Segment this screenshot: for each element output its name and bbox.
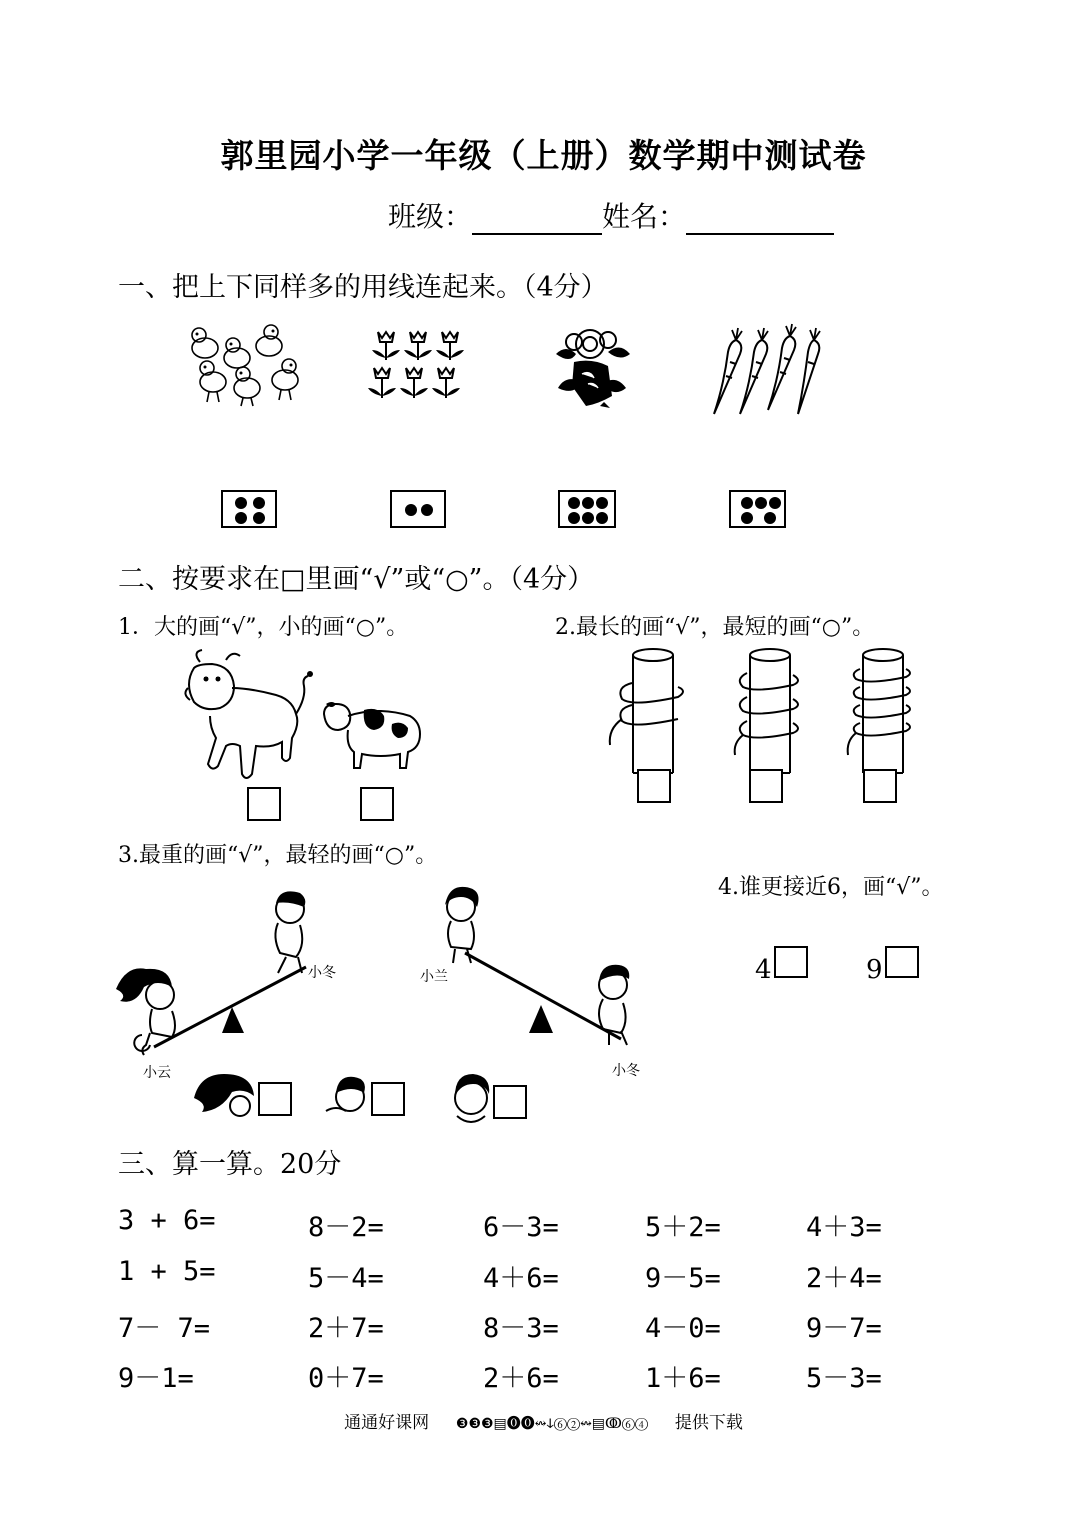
equation-r4-c1[interactable]: 9－1= xyxy=(118,1363,194,1394)
equation-r1-c1[interactable]: 3 + 6= xyxy=(118,1205,216,1236)
dot xyxy=(769,497,781,509)
dot xyxy=(235,512,247,524)
section-1-heading: 一、把上下同样多的用线连起来。（4分） xyxy=(118,272,608,303)
question-2: 2.最长的画“√”，最短的画“○”。 xyxy=(555,615,875,640)
small-cow-answer-box[interactable] xyxy=(360,787,394,821)
name-left-low: 小云 xyxy=(143,1065,171,1081)
cylinder-1-answer-box[interactable] xyxy=(637,769,671,803)
equation-r1-c3[interactable]: 6－3= xyxy=(483,1212,559,1243)
dot xyxy=(764,512,776,524)
name-right-low: 小冬 xyxy=(612,1063,640,1079)
footer-download: 提供下载 xyxy=(674,1413,743,1433)
name-blank[interactable] xyxy=(686,203,834,235)
xiaodong-answer-box[interactable] xyxy=(371,1082,405,1116)
equation-r2-c1[interactable]: 1 + 5= xyxy=(118,1256,216,1287)
option-9-label: 9 xyxy=(866,955,883,985)
equation-r3-c1[interactable]: 7－ 7= xyxy=(118,1313,211,1344)
dot-card-2[interactable] xyxy=(390,490,446,528)
class-field xyxy=(388,195,834,235)
class-label: 班级： xyxy=(388,200,473,233)
equation-r4-c3[interactable]: 2＋6= xyxy=(483,1363,559,1394)
section-2-heading: 二、按要求在□里画“√”或“○”。（4分） xyxy=(118,564,595,595)
name-left-high: 小冬 xyxy=(308,965,336,981)
equation-r1-c4[interactable]: 5＋2= xyxy=(645,1212,721,1243)
dot xyxy=(253,497,265,509)
equation-r3-c3[interactable]: 8－3= xyxy=(483,1313,559,1344)
dot xyxy=(596,497,608,509)
name-label: 姓名： xyxy=(602,200,687,233)
footer-url: ❸❸❸▤⓿⓿↭ↆ⑥②↭▤ↂ⑥④ xyxy=(455,1416,649,1432)
girl-xiaolan-face xyxy=(447,1072,497,1130)
equation-r2-c3[interactable]: 4＋6= xyxy=(483,1263,559,1294)
equation-r2-c5[interactable]: 2＋4= xyxy=(806,1263,882,1294)
class-blank[interactable] xyxy=(472,203,602,235)
option-9-answer-box[interactable] xyxy=(885,946,919,978)
dot xyxy=(235,497,247,509)
dot xyxy=(741,512,753,524)
small-cow-picture xyxy=(320,700,425,770)
equation-r4-c4[interactable]: 1＋6= xyxy=(645,1363,721,1394)
equation-r3-c2[interactable]: 2＋7= xyxy=(308,1313,384,1344)
big-cow-answer-box[interactable] xyxy=(247,787,281,821)
equation-r1-c5[interactable]: 4＋3= xyxy=(806,1212,882,1243)
name-right-high: 小兰 xyxy=(420,969,448,985)
xiaolan-answer-box[interactable] xyxy=(493,1085,527,1119)
page-title: 郭里园小学一年级（上册）数学期中测试卷 xyxy=(220,136,867,175)
equation-r3-c4[interactable]: 4－0= xyxy=(645,1313,721,1344)
question-3: 3.最重的画“√”，最轻的画“○”。 xyxy=(118,843,438,868)
cylinder-3-answer-box[interactable] xyxy=(863,769,897,803)
question-1: 1．大的画“√”，小的画“○”。 xyxy=(118,615,409,640)
dot xyxy=(582,497,594,509)
dot xyxy=(568,497,580,509)
roses-picture xyxy=(552,322,632,410)
dot xyxy=(755,497,767,509)
equation-r4-c2[interactable]: 0＋7= xyxy=(308,1363,384,1394)
big-cow-picture xyxy=(182,648,317,778)
dot xyxy=(253,512,265,524)
dot xyxy=(582,512,594,524)
dot xyxy=(421,504,433,516)
equation-r3-c5[interactable]: 9－7= xyxy=(806,1313,882,1344)
footer-site: 通通好课网 xyxy=(344,1413,430,1433)
option-4-label: 4 xyxy=(755,955,772,985)
boy-xiaodong-face xyxy=(322,1073,377,1118)
rope-cylinder-1 xyxy=(608,643,688,778)
xiaoyun-answer-box[interactable] xyxy=(258,1082,292,1116)
equation-r2-c4[interactable]: 9－5= xyxy=(645,1263,721,1294)
dot xyxy=(405,504,417,516)
chicks-picture xyxy=(185,318,310,408)
rope-cylinder-3 xyxy=(838,643,923,778)
girl-xiaoyun-face xyxy=(190,1070,260,1120)
question-4: 4.谁更接近6，画“√”。 xyxy=(718,875,944,900)
option-4-answer-box[interactable] xyxy=(774,946,808,978)
dot-card-5[interactable] xyxy=(729,490,786,528)
dot xyxy=(568,512,580,524)
equation-r4-c5[interactable]: 5－3= xyxy=(806,1363,882,1394)
dot-card-4[interactable] xyxy=(221,490,277,528)
dot xyxy=(741,497,753,509)
equation-r2-c2[interactable]: 5－4= xyxy=(308,1263,384,1294)
carrots-picture xyxy=(710,322,828,416)
section-3-heading: 三、算一算。20分 xyxy=(118,1149,342,1180)
cylinder-2-answer-box[interactable] xyxy=(749,769,783,803)
dot-card-6[interactable] xyxy=(558,490,616,528)
seesaw-1 xyxy=(110,885,340,1080)
dot xyxy=(596,512,608,524)
tulips-picture xyxy=(368,322,468,402)
seesaw-2 xyxy=(425,885,655,1080)
equation-r1-c2[interactable]: 8－2= xyxy=(308,1212,384,1243)
page-footer xyxy=(0,1408,1087,1433)
rope-cylinder-2 xyxy=(725,643,810,778)
